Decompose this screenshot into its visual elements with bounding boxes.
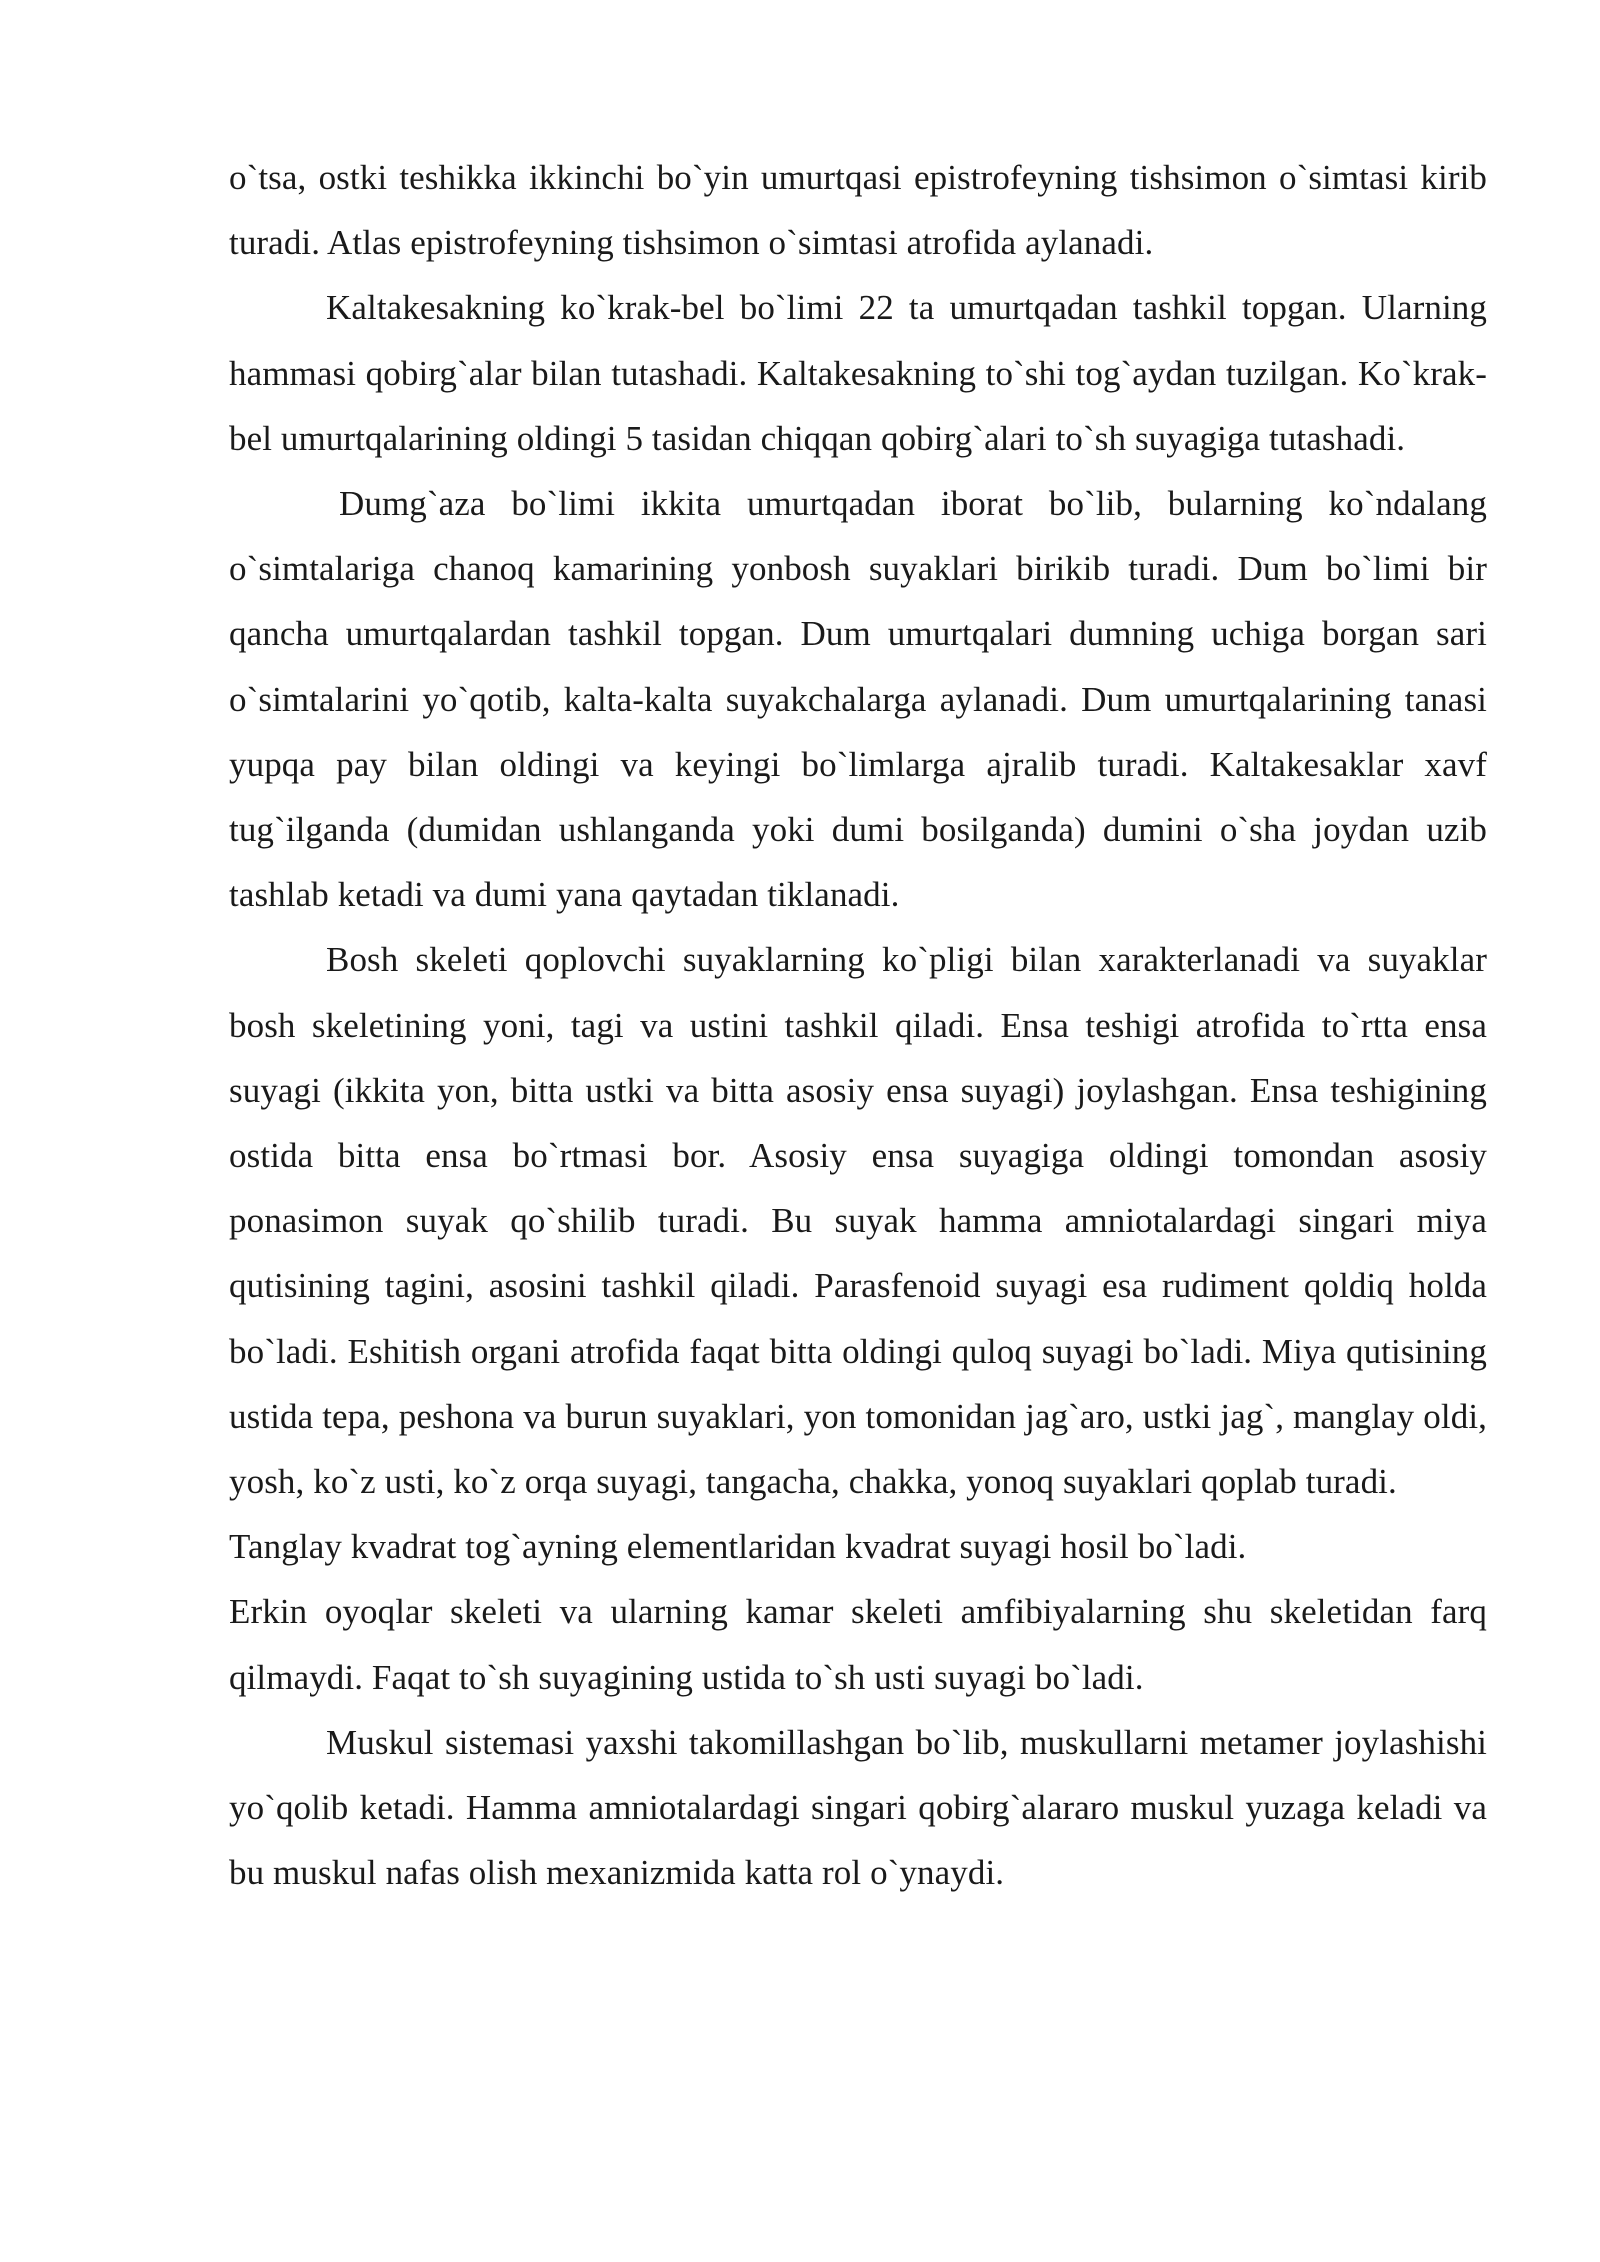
paragraph-6: Erkin oyoqlar skeleti va ularning kamar skeleti amfibiyalarning shu skeletidan farq qilmaydi. Faqat to`sh suyagining ustida to`sh usti suyagi bo`ladi.: [229, 1592, 1487, 1697]
paragraph-7: Muskul sistemasi yaxshi takomillashgan bo`lib, muskullarni metamer joylashishi yo`qolib ketadi. Hamma amniotalardagi singari qobirg`alararo muskul yuzaga keladi va bu muskul nafas olish mexanizmida katta rol o`ynaydi.: [229, 1722, 1487, 1893]
paragraph-3: Dumg`aza bo`limi ikkita umurtqadan iborat bo`lib, bularning ko`ndalang o`simtalariga chanoq kamarining yonbosh suyaklari birikib turadi. Dum bo`limi bir qancha umurtqalardan tashkil topgan. Dum umurtqalari dumning uchiga borgan sari o`simtalarini yo`qotib, kalta-kalta suyakchalarga aylanadi. Dum umurtqalarining tanasi yupqa pay bilan oldingi va keyingi bo`limlarga ajralib turadi. Kaltakesaklar xavf tug`ilganda (dumidan ushlanganda yoki dumi bosilganda) dumini o`sha joydan uzib tashlab ketadi va dumi yana qaytadan tiklanadi.: [229, 484, 1487, 915]
paragraph-1: o`tsa, ostki teshikka ikkinchi bo`yin umurtqasi epistrofeyning tishsimon o`simtasi kirib turadi. Atlas epistrofeyning tishsimon o`simtasi atrofida aylanadi.: [229, 158, 1487, 263]
paragraph-4: Bosh skeleti qoplovchi suyaklarning ko`pligi bilan xarakterlanadi va suyaklar bosh skeletining yoni, tagi va ustini tashkil qiladi. Ensa teshigi atrofida to`rtta ensa suyagi (ikkita yon, bitta ustki va bitta asosiy ensa suyagi) joylashgan. Ensa teshigining ostida bitta ensa bo`rtmasi bor. Asosiy ensa suyagiga oldingi tomondan asosiy ponasimon suyak qo`shilib turadi. Bu suyak hamma amniotalardagi singari miya qutisining tagini, asosini tashkil qiladi. Parasfenoid suyagi esa rudiment qoldiq holda bo`ladi. Eshitish organi atrofida faqat bitta oldingi quloq suyagi bo`ladi. Miya qutisining ustida tepa, peshona va burun suyaklari, yon tomonidan jag`aro, ustki jag`, manglay oldi, yosh, ko`z usti, ko`z orqa suyagi, tangacha, chakka, yonoq suyaklari qoplab turadi.: [229, 940, 1487, 1502]
paragraph-2: Kaltakesakning ko`krak-bel bo`limi 22 ta umurtqadan tashkil topgan. Ularning hammasi qobirg`alar bilan tutashadi. Kaltakesakning to`shi tog`aydan tuzilgan. Ko`krak-bel umurtqalarining oldingi 5 tasidan chiqqan qobirg`alari to`sh suyagiga tutashadi.: [229, 288, 1487, 458]
paragraph-5: Tanglay kvadrat tog`ayning elementlaridan kvadrat suyagi hosil bo`ladi.: [229, 1527, 1247, 1567]
document-body: [229, 145, 1487, 1905]
